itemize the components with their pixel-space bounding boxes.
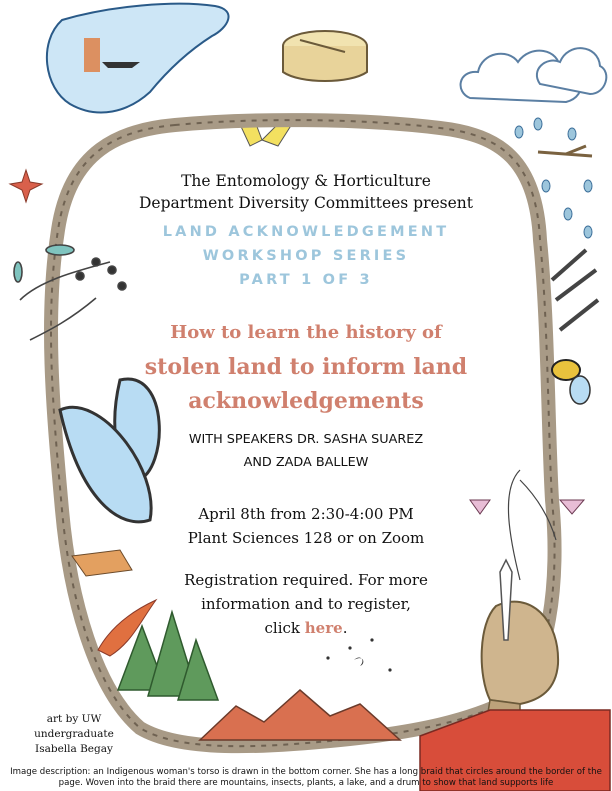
drum-illustration (283, 31, 367, 81)
register-link[interactable]: here (304, 619, 343, 637)
speakers (0, 428, 612, 474)
registration-line: Registration required. For more (184, 571, 428, 589)
click-suffix: . (342, 619, 348, 637)
headline-line: acknowledgements (188, 388, 424, 414)
event-time: April 8th from 2:30-4:00 PM (198, 505, 414, 523)
series-part: PART 1 OF 3 (239, 272, 373, 288)
image-description: Image description: an Indigenous woman's torso is drawn in the bottom corner. She has a long braid that circles around the border of the page. Woven into the braid there are mountains, insects, plants, a lake, and a drum to show that land supports life (10, 767, 602, 788)
credit-line: Isabella Begay (35, 743, 113, 755)
cloud-illustration (461, 48, 607, 102)
registration-click-line (0, 616, 612, 640)
series-line: LAND ACKNOWLEDGEMENT (162, 224, 450, 240)
branch-illustration (538, 146, 592, 156)
click-prefix: click (264, 619, 305, 637)
registration-info (0, 568, 612, 640)
stars-illustration (326, 638, 391, 671)
event-location: Plant Sciences 128 or on Zoom (187, 529, 425, 547)
registration-line: information and to register, (201, 595, 411, 613)
credit-line: undergraduate (34, 728, 114, 740)
presenter-heading (0, 170, 612, 214)
headline-line: stolen land to inform land (144, 354, 468, 380)
event-details (0, 502, 612, 550)
mountains-illustration (200, 690, 400, 740)
series-title (0, 220, 612, 292)
series-line: WORKSHOP SERIES (202, 248, 410, 264)
lake-illustration (47, 4, 229, 113)
speakers-line: AND ZADA BALLEW (243, 455, 369, 470)
presenter-line: The Entomology & Horticulture (181, 172, 431, 190)
presenter-line: Department Diversity Committees present (138, 194, 474, 212)
speakers-line: WITH SPEAKERS DR. SASHA SUAREZ (188, 432, 424, 447)
credit-line: art by UW (46, 713, 102, 725)
workshop-headline (0, 316, 612, 418)
headline-line: How to learn the history of (170, 322, 442, 343)
artist-credit (22, 712, 126, 757)
